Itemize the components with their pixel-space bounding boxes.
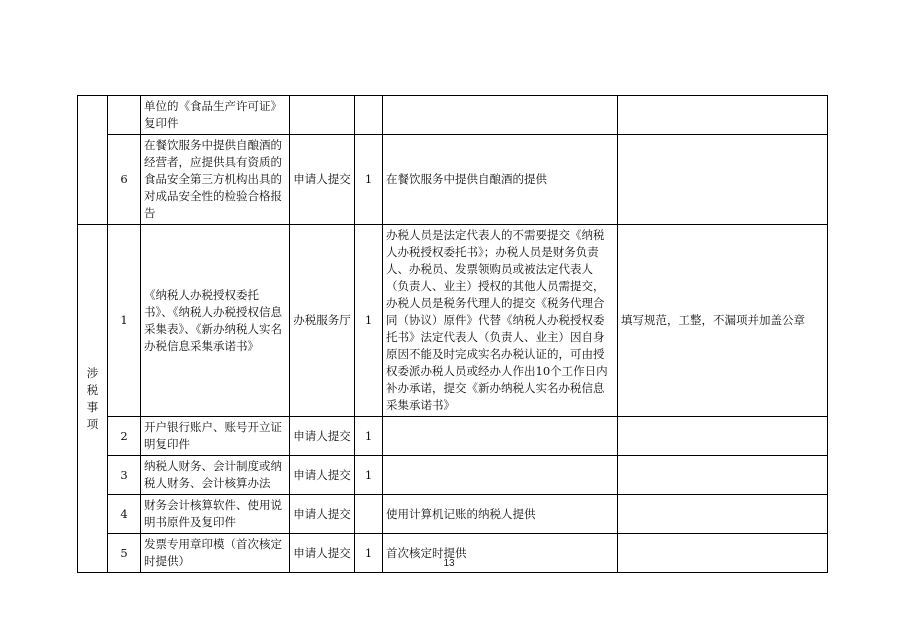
material-name: 财务会计核算软件、使用说明书原件及复印件 xyxy=(141,495,290,534)
material-name: 《纳税人办税授权委托书》、《纳税人办税授权信息采集表》、《新办纳税人实名办税信息采集承诺书》 xyxy=(141,225,290,417)
copy-count: 1 xyxy=(355,135,383,225)
table-row xyxy=(78,495,828,534)
row-number: 5 xyxy=(108,534,141,573)
row-number: 2 xyxy=(108,417,141,456)
material-note: 使用计算机记账的纳税人提供 xyxy=(383,495,618,534)
fill-requirement xyxy=(618,495,828,534)
material-note xyxy=(383,96,618,135)
material-name: 单位的《食品生产许可证》复印件 xyxy=(141,96,290,135)
material-source: 申请人提交 xyxy=(290,417,355,456)
row-number xyxy=(108,96,141,135)
table-row xyxy=(78,225,828,417)
row-number: 1 xyxy=(108,225,141,417)
material-note: 首次核定时提供 xyxy=(383,534,618,573)
copy-count: 1 xyxy=(355,456,383,495)
fill-requirement xyxy=(618,135,828,225)
copy-count: 1 xyxy=(355,534,383,573)
table-row xyxy=(78,135,828,225)
row-number: 4 xyxy=(108,495,141,534)
material-name: 开户银行账户、账号开立证明复印件 xyxy=(141,417,290,456)
material-source: 申请人提交 xyxy=(290,135,355,225)
category-cell-prev xyxy=(78,96,108,225)
material-note: 办税人员是法定代表人的不需要提交《纳税人办税授权委托书》；办税人员是财务负责人、办税员、发票领购员或被法定代表人（负责人、业主）授权的其他人员需提交，办税人员是税务代理人的提交《税务代理合同（协议）原件》代替《纳税人办税授权委托书》法定代表人（负责人、业主）因自身原因不能及时完成实名办税认证的，可由授权委派办税人员或经办人作出10个工作日内补办承诺，提交《新办纳税人实名办税信息采集承诺书》 xyxy=(383,225,618,417)
fill-requirement xyxy=(618,96,828,135)
table-row xyxy=(78,96,828,135)
material-note: 在餐饮服务中提供自酿酒的提供 xyxy=(383,135,618,225)
material-source: 办税服务厅 xyxy=(290,225,355,417)
category-cell-tax xyxy=(78,225,108,573)
table-row xyxy=(78,417,828,456)
material-name: 在餐饮服务中提供自酿酒的经营者，应提供具有资质的食品安全第三方机构出具的对成品安全性的检验合格报告 xyxy=(141,135,290,225)
material-source: 申请人提交 xyxy=(290,456,355,495)
material-source: 申请人提交 xyxy=(290,534,355,573)
fill-requirement xyxy=(618,456,828,495)
table-row xyxy=(78,456,828,495)
copy-count: 1 xyxy=(355,225,383,417)
row-number: 3 xyxy=(108,456,141,495)
copy-count xyxy=(355,96,383,135)
material-name: 发票专用章印模（首次核定时提供） xyxy=(141,534,290,573)
row-number: 6 xyxy=(108,135,141,225)
category-label: 涉 税 事 项 xyxy=(86,365,99,431)
fill-requirement xyxy=(618,417,828,456)
copy-count xyxy=(355,495,383,534)
fill-requirement: 填写规范，工整，不漏项并加盖公章 xyxy=(618,225,828,417)
copy-count: 1 xyxy=(355,417,383,456)
material-name: 纳税人财务、会计制度或纳税人财务、会计核算办法 xyxy=(141,456,290,495)
material-source xyxy=(290,96,355,135)
material-note xyxy=(383,417,618,456)
material-source: 申请人提交 xyxy=(290,495,355,534)
materials-table xyxy=(77,95,828,573)
page-number: 13 xyxy=(443,558,455,569)
material-note xyxy=(383,456,618,495)
